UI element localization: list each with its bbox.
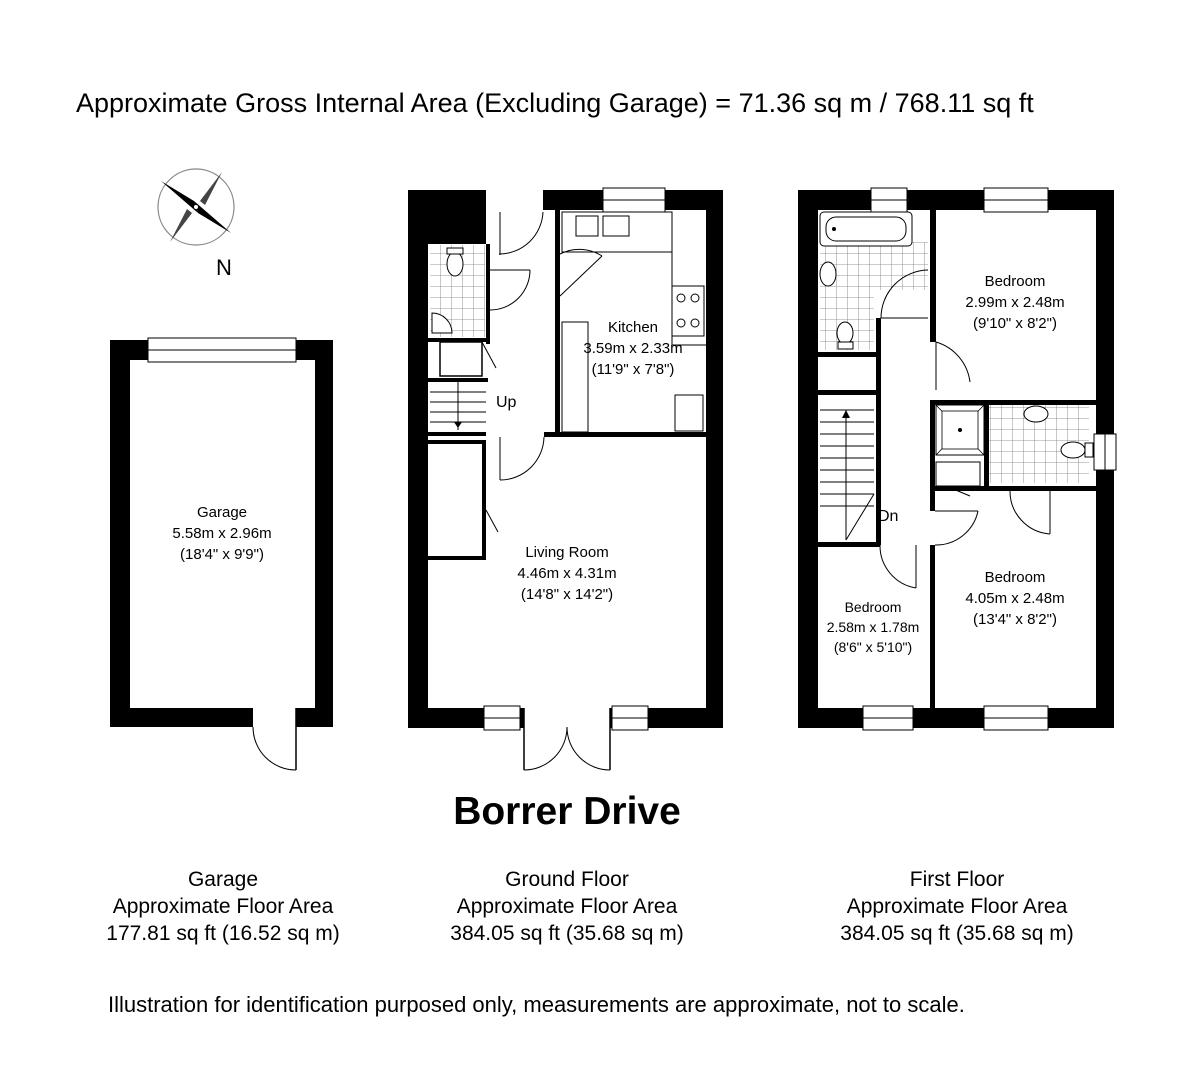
bedroom2-room-imperial: (13'4" x 8'2") (973, 611, 1057, 628)
bedroom1-room-name: Bedroom (984, 273, 1046, 290)
bedroom1-room-metric: 2.99m x 2.48m (965, 294, 1065, 311)
first-summary-area: 384.05 sq ft (35.68 sq m) (840, 922, 1074, 945)
bedroom3-room-metric: 2.58m x 1.78m (826, 619, 920, 635)
ground-summary-floor: Ground Floor (505, 868, 629, 891)
first-summary-floor: First Floor (909, 868, 1005, 891)
ground-summary-area: 384.05 sq ft (35.68 sq m) (450, 922, 684, 945)
compass-rose-icon (158, 169, 234, 245)
gross-area-header: Approximate Gross Internal Area (Excluding Garage) = 71.36 sq m / 768.11 sq ft (76, 88, 1034, 118)
bedroom3-room-name: Bedroom (844, 599, 902, 615)
bedroom1-room-imperial: (9'10" x 8'2") (973, 315, 1057, 332)
bedroom2-room-name: Bedroom (984, 569, 1046, 586)
property-name: Borrer Drive (453, 790, 681, 833)
stairs-down-label: Dn (878, 508, 899, 525)
garage-area-summary (53, 866, 393, 947)
garage-summary-label: Approximate Floor Area (112, 895, 334, 918)
first-floor-area-summary (787, 866, 1127, 947)
stairs-up-label: Up (496, 394, 517, 411)
compass-north-label: N (216, 255, 232, 280)
living-room-name: Living Room (525, 544, 609, 561)
first-summary-label: Approximate Floor Area (846, 895, 1068, 918)
bedroom3-room-imperial: (8'6" x 5'10") (833, 639, 913, 655)
living-room-metric: 4.46m x 4.31m (517, 565, 617, 582)
garage-room-name: Garage (196, 504, 248, 521)
living-room-imperial: (14'8" x 14'2") (520, 586, 614, 603)
kitchen-room-imperial: (11'9" x 7'8") (591, 361, 675, 378)
garage-room-imperial: (18'4" x 9'9") (180, 546, 264, 563)
disclaimer-text: Illustration for identification purposed only, measurements are approximate, not to scale. (108, 992, 965, 1017)
ground-floor-plan (408, 188, 723, 770)
kitchen-room-metric: 3.59m x 2.33m (583, 340, 683, 357)
garage-room-metric: 5.58m x 2.96m (172, 525, 272, 542)
ground-floor-area-summary (397, 866, 737, 947)
garage-summary-area: 177.81 sq ft (16.52 sq m) (106, 922, 340, 945)
garage-summary-floor: Garage (187, 868, 259, 891)
bedroom2-room-metric: 4.05m x 2.48m (965, 590, 1065, 607)
ground-summary-label: Approximate Floor Area (456, 895, 678, 918)
kitchen-room-name: Kitchen (607, 319, 659, 336)
